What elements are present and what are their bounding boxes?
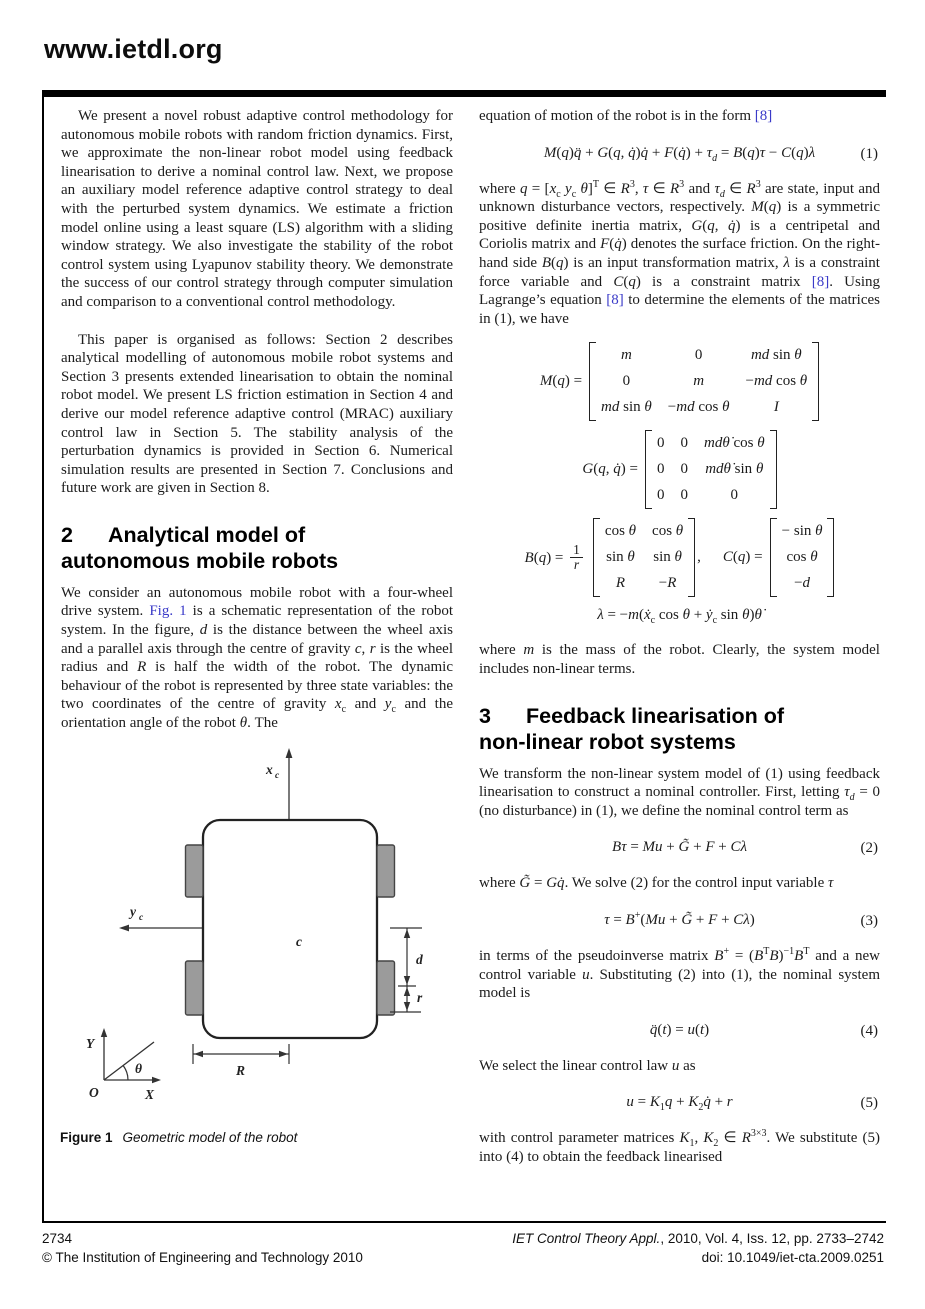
world-x-label: X: [145, 1086, 155, 1102]
equation-1-body: M(q)q̈ + G(q, q̇)q̇ + F(q̇) + $\tau_d = B(q)\tau - C(q)\lambda$: [543, 144, 816, 164]
equation-1: [479, 143, 880, 163]
matrix-G-lhs: G(q, q̇) =: [582, 461, 638, 478]
xc-axis-arrowhead: [286, 748, 293, 758]
R-arrow-left: [194, 1050, 203, 1056]
figure-1-caption-text: Geometric model of the robot: [122, 1129, 298, 1145]
rc-paragraph-2: where $q = [x_c$ $y_c$ θ]$^T$ ∈ $R^3$, τ ∈ $R^3$ and $\tau_d$ ∈ $R^3$ are state, input and unknown disturbance vectors, respectively. M(q) is a symmetric positive definite inertia matrix, G(q, q̇) is a centripetal and Coriolis matrix and F(q̇) denotes the surface friction. On the right-hand side B(q) is an input transformation matrix, λ is a constraint force variable and C(q) is a constraint matrix [8]. Using Lagrange’s equation [8] to determine the elements of the matrices in (1), we have: [479, 178, 881, 327]
fig1-link[interactable]: Fig. 1: [149, 603, 187, 620]
rc-paragraph-1: equation of motion of the robot is in the form [8]: [479, 108, 773, 124]
right-column: [479, 107, 880, 1166]
footer-left: [42, 1230, 363, 1267]
matrix-B: cos θ cos θ sin θ sin θ R −R: [593, 518, 695, 597]
yc-axis-label-sub: c: [139, 912, 144, 923]
heading-line: [104, 1042, 154, 1080]
origin-label: O: [89, 1084, 99, 1100]
rc-paragraph-8: with control parameter matrices $K_1$, $K_2$ ∈ $R^{3\times 3}$. We substitute (5) into (4) to obtain the feedback linearised: [479, 1128, 881, 1165]
figure-1-caption-number: Figure 1: [60, 1129, 113, 1145]
rc-paragraph-7: We select the linear control law u as: [479, 1057, 696, 1074]
wheel-front-left: [186, 845, 204, 897]
equation-5: [479, 1092, 880, 1112]
equation-4-body: q̈(t) = u(t): [649, 1021, 710, 1038]
rc-paragraph-6: in terms of the pseudoinverse matrix $B^+ = (B^TB)^{-1}B^T$ and a new control variable u. Substituting (2) into (1), the nominal system model is: [479, 945, 880, 1002]
ref-8-link[interactable]: [8]: [811, 273, 830, 290]
robot-geometry-diagram: [60, 745, 460, 1117]
lambda-equation: [479, 606, 880, 625]
equation-2: [479, 837, 880, 857]
matrix-B-lhs: B(q) = $\frac{1}{r}$: [525, 543, 586, 574]
equation-3-number: (3): [860, 912, 878, 929]
dim-arrow-down-r: [404, 1002, 410, 1011]
xc-axis-label: x: [266, 761, 273, 777]
footer-right: [512, 1230, 884, 1267]
journal-citation: IET Control Theory Appl., 2010, Vol. 4, Iss. 12, pp. 2733–2742: [512, 1231, 884, 1246]
section-2-heading: 2 Analytical model of autonomous mobile robots: [61, 522, 339, 573]
R-arrow-right: [279, 1050, 288, 1056]
world-x-arrowhead: [152, 1076, 161, 1082]
wheel-front-right: [377, 845, 395, 897]
theta-label: θ: [135, 1060, 143, 1076]
doi-line: doi: 10.1049/iet-cta.2009.0251: [701, 1249, 884, 1265]
dim-arrow-up-r: [404, 987, 410, 996]
copyright-line: © The Institution of Engineering and Technology 2010: [42, 1249, 363, 1265]
xc-axis-label-sub: c: [275, 770, 280, 781]
theta-arc: [123, 1065, 128, 1079]
dim-arrow-down-d: [404, 976, 410, 985]
matrix-M-equation: [479, 342, 880, 421]
matrix-C: − sin θ cos θ −d: [770, 518, 835, 597]
abstract-paragraph-2: This paper is organised as follows: Section 2 describes analytical modelling of autonomous mobile robot systems and Section 3 presents extended linearisation to obtain the nominal robot model. We present LS friction estimation in Section 4 and derive our model reference adaptive control (MRAC) auxiliary control law in Section 5. The stability analysis of the perturbation dynamics is provided in Section 6. Numerical simulation results are presented in Section 7. Conclusions and future work are given in Section 8.: [61, 331, 453, 497]
wheel-rear-right: [377, 961, 395, 1015]
centre-of-gravity-label: c: [296, 933, 302, 949]
section-3-heading: 3 Feedback linearisation of non-linear robot systems: [479, 703, 785, 754]
yc-axis-label: y: [130, 903, 136, 919]
matrix-G-equation: [479, 430, 880, 509]
matrix-separator-comma: ,: [697, 549, 701, 566]
ref-8-link[interactable]: [8]: [606, 292, 624, 309]
rc-paragraph-3: where m is the mass of the robot. Clearly, the system model includes non-linear terms.: [479, 642, 880, 677]
rc-paragraph-5: where G̃ = Gq̇. We solve (2) for the control input variable τ: [479, 875, 834, 892]
section-2-paragraph: We consider an autonomous mobile robot with a four-wheel drive system. Fig. 1 is a schematic representation of the robot system. In the figure, d is the distance between the wheel axis and a parallel axis through the centre of gravity c, r is the wheel radius and R is half the width of the robot. The dynamic behaviour of the robot is represented by three state variables: the two coordinates of the centre of gravity $x_c$ and $y_c$ and the orientation angle of the robot θ. The: [61, 584, 454, 732]
matrix-B-C-equation: [479, 518, 880, 597]
matrix-G: 0 0 mdθ̇ cos θ 0 0 mdθ̇ sin θ 0 0 0: [645, 430, 777, 509]
site-url: www.ietdl.org: [44, 34, 223, 64]
matrix-M: m 0 md sin θ 0 m −md cos θ md sin θ −md cos θ I: [589, 342, 819, 421]
R-label: R: [236, 1062, 246, 1078]
yc-axis-arrowhead: [119, 924, 129, 931]
world-y-arrowhead: [101, 1028, 107, 1037]
abstract-paragraph-1: We present a novel robust adaptive control methodology for autonomous mobile robots with random friction dynamics. First, we approximate the non-linear robot model using feedback linearisation to derive a nominal control law. Next, we propose an auxiliary model reference adaptive control strategy to deal with the perturbed system dynamics. We estimate a friction model online using a least square (LS) algorithm with a sliding window strategy. We also investigate the stability of the robot control system using Lyapunov stability theory. We demonstrate the success of our control strategy through computer simulation and comparison to a conventional control methodology.: [61, 108, 453, 310]
figure-1: [60, 745, 453, 1145]
figure-1-caption: [60, 1130, 453, 1145]
dim-arrow-up-d: [404, 929, 410, 938]
robot-body: [203, 820, 377, 1038]
equation-3-body: τ = B+(Mu + G̃ + F + Cλ): [604, 909, 755, 928]
equation-2-body: Bτ = Mu + G̃ + F + Cλ: [612, 839, 747, 856]
equation-4: [479, 1020, 880, 1040]
equation-1-number: (1): [860, 145, 878, 162]
page-number: 2734: [42, 1231, 73, 1246]
matrix-M-lhs: M(q) =: [539, 373, 583, 390]
matrix-C-lhs: C(q) =: [722, 549, 763, 566]
world-y-label: Y: [86, 1035, 95, 1051]
left-column: [61, 107, 453, 1145]
wheel-rear-left: [186, 961, 204, 1015]
equation-5-number: (5): [860, 1095, 878, 1112]
dim-label-r: r: [417, 989, 423, 1005]
dim-label-d: d: [416, 951, 423, 967]
equation-4-number: (4): [860, 1022, 878, 1039]
equation-5-body: $u = K_1q$ + $K_2q̇ + r$: [626, 1094, 733, 1114]
equation-2-number: (2): [860, 840, 878, 857]
rc-paragraph-4: We transform the non-linear system model of (1) using feedback linearisation to construct a nominal controller. First, letting $\tau_d = 0$ (no disturbance) in (1), we define the nominal control term as: [479, 765, 880, 819]
equation-3: [479, 910, 880, 930]
ref-8-link[interactable]: [8]: [754, 108, 773, 124]
lambda-equation-body: λ = −m(ẋ$_c$ cos θ + ẏ$_c$ sin θ)θ̇: [597, 607, 762, 627]
